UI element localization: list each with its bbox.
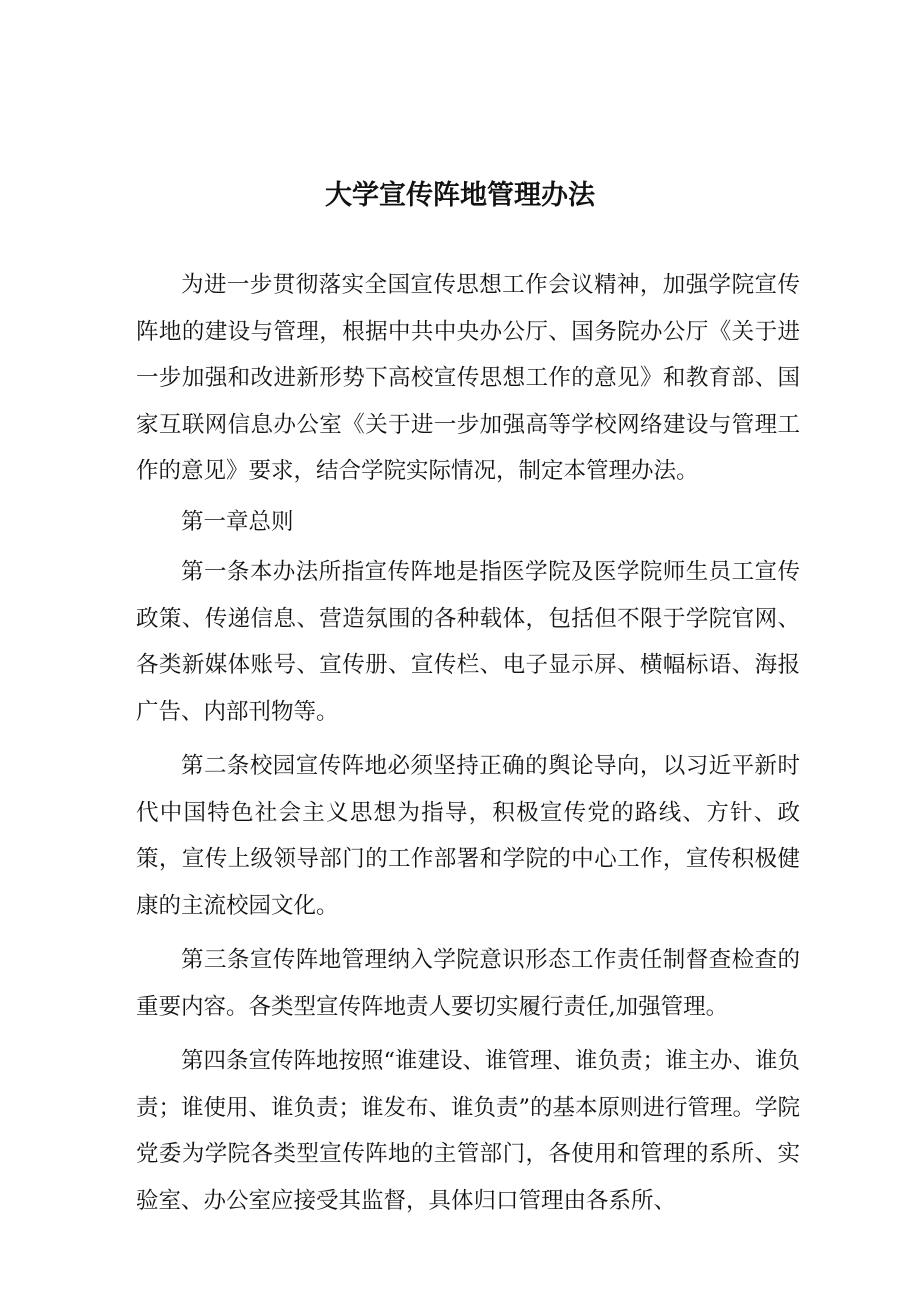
- paragraph-article-3: 第三条宣传阵地管理纳入学院意识形态工作责任制督查检查的重要内容。各类型宣传阵地责人要切实履行责任,加强管理。: [136, 947, 800, 1020]
- paragraph-preamble: 为进一步贯彻落实全国宣传思想工作会议精神，加强学院宣传阵地的建设与管理，根据中共中央办公厅、国务院办公厅《关于进一步加强和改进新形势下高校宣传思想工作的意见》和教育部、国家互联网信息办公室《关于进一步加强高等学校网络建设与管理工作的意见》要求，结合学院实际情况，制定本管理办法。: [136, 272, 800, 484]
- document-body: [136, 262, 800, 1224]
- document-title: 大学宣传阵地管理办法: [325, 180, 595, 211]
- chapter-heading: 第一章总则: [181, 508, 294, 535]
- paragraph-article-4: 第四条宣传阵地按照“谁建设、谁管理、谁负责；谁主办、谁负责；谁使用、谁负责；谁发布、谁负责”的基本原则进行管理。学院党委为学院各类型宣传阵地的主管部门，各使用和管理的系所、实验室、办公室应接受其监督，具体归口管理由各系所、: [136, 1048, 801, 1214]
- paragraph-article-2: 第二条校园宣传阵地必须坚持正确的舆论导向，以习近平新时代中国特色社会主义思想为指导，积极宣传党的路线、方针、政策，宣传上级领导部门的工作部署和学院的中心工作，宣传积极健康的主流校园文化。: [136, 753, 800, 919]
- paragraph-article-1: 第一条本办法所指宣传阵地是指医学院及医学院师生员工宣传政策、传递信息、营造氛围的各种载体，包括但不限于学院官网、各类新媒体账号、宣传册、宣传栏、电子显示屏、横幅标语、海报广告、内部刊物等。: [136, 559, 800, 725]
